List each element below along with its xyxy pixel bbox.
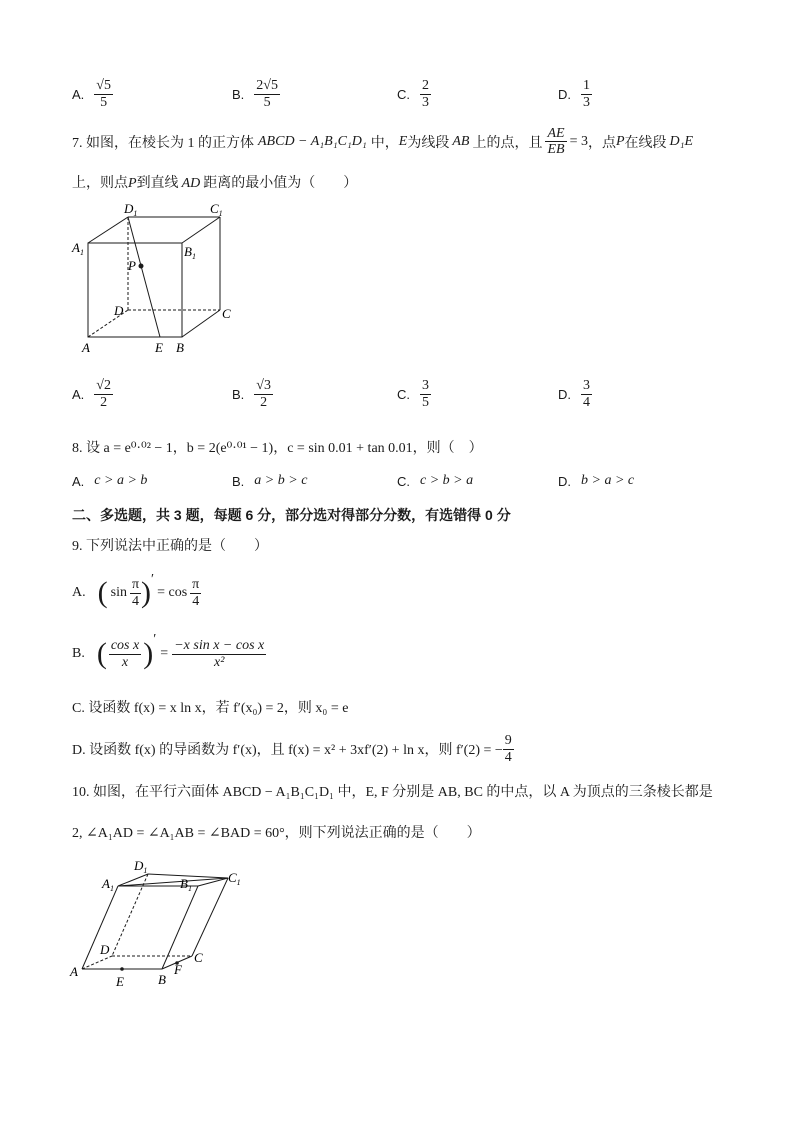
- denominator: 4: [583, 394, 590, 410]
- q8-option-a: [72, 463, 147, 499]
- label-b1: $B_1$: [184, 244, 196, 261]
- q7-cube-name: ABCD − A₁B₁C₁D₁: [258, 133, 367, 149]
- option-text: D. 设函数 f(x) 的导函数为 f′(x)，且 f(x) = x² + 3xf′(2) + ln x，则 f′(2) = −: [72, 743, 503, 758]
- q7-point-p: P: [615, 133, 625, 149]
- label-c: C: [222, 306, 231, 321]
- q9-option-d: [72, 728, 514, 770]
- q7-text: 中，: [370, 135, 399, 151]
- option-label: A.: [72, 585, 86, 600]
- q7-text: 上，则点: [72, 176, 128, 191]
- q7-text: 在线段: [624, 135, 667, 151]
- paren-close: ): [143, 637, 154, 670]
- option-label: A.: [72, 473, 85, 489]
- label-e: E: [155, 340, 163, 355]
- label-d1: $D_1$: [134, 858, 148, 875]
- label-c1: $C_1$: [228, 870, 241, 887]
- numerator: 3: [583, 378, 590, 394]
- option-label: C.: [397, 386, 410, 402]
- paren-close: ): [141, 576, 152, 609]
- option-text: a > b > c: [254, 473, 308, 488]
- label-a1: $A_1$: [72, 240, 84, 257]
- fraction: [94, 78, 113, 110]
- q10-line-2: 2, ∠A₁AD = ∠A₁AB = ∠BAD = 60°，则下列说法正确的是（ ）: [72, 826, 481, 841]
- q7-option-b: [232, 372, 273, 416]
- q7-cube-figure: [70, 200, 250, 360]
- option-label: D.: [558, 386, 571, 402]
- label-a1: $A_1$: [102, 876, 114, 893]
- q7-point-p: P: [128, 176, 137, 191]
- q8-options: [72, 463, 732, 499]
- q6-option-c: [397, 72, 431, 116]
- q8-option-b: [232, 463, 307, 499]
- numerator: 2√5: [256, 78, 278, 94]
- option-label: C.: [397, 473, 410, 489]
- option-label: B.: [232, 386, 245, 402]
- option-label: B.: [72, 646, 85, 661]
- label-e: E: [116, 974, 124, 989]
- denominator: 5: [100, 94, 108, 110]
- edge-bb1: [162, 886, 198, 969]
- q9-option-a: [72, 570, 201, 616]
- label-c: C: [194, 950, 203, 965]
- numerator: π: [131, 577, 140, 593]
- q7-text: 为线段: [407, 135, 450, 151]
- q10-parallelepiped-figure: [68, 856, 258, 996]
- q7-ratio-value: = 3: [569, 133, 588, 149]
- denominator: 3: [422, 94, 429, 110]
- denominator: 5: [422, 394, 429, 410]
- fraction: [581, 78, 592, 110]
- section-2-heading: 二、多选题，共 3 题，每题 6 分，部分选对得部分分数，有选错得 0 分: [72, 507, 511, 523]
- fraction: [581, 378, 592, 410]
- option-label: A.: [72, 86, 85, 102]
- q7-option-a: [72, 372, 113, 416]
- denominator: EB: [547, 142, 565, 158]
- option-label: D.: [558, 86, 571, 102]
- cosx-over-x: [109, 638, 141, 670]
- denominator: x²: [214, 654, 225, 670]
- point-e-dot: [120, 967, 124, 971]
- pi-over-4: [130, 577, 141, 609]
- denominator: 4: [504, 749, 512, 765]
- q7-line-1: [72, 126, 693, 158]
- option-label: B.: [232, 86, 245, 102]
- denominator: 2: [100, 394, 108, 410]
- q7-options: [72, 372, 732, 416]
- q7-option-d: [558, 372, 592, 416]
- q7-line-ad: AD: [181, 176, 201, 191]
- option-label: C.: [397, 86, 410, 102]
- q9-stem: 9. 下列说法中正确的是（ ）: [72, 539, 268, 554]
- edge-a1d1: [88, 217, 128, 243]
- q9-option-b: [72, 630, 266, 678]
- prime-mark: ′: [153, 632, 157, 647]
- numerator: AE: [547, 126, 565, 141]
- numerator: −x sin x − cos x: [174, 638, 265, 654]
- label-d1: $D_1$: [124, 201, 138, 218]
- numerator: √3: [256, 378, 271, 394]
- label-p: P: [128, 258, 136, 273]
- edge-b1c1: [182, 217, 220, 243]
- numerator: cos x: [110, 638, 140, 654]
- option-text: b > a > c: [581, 473, 635, 488]
- option-text: c > a > b: [94, 473, 148, 488]
- q8-option-d: [558, 463, 634, 499]
- sin-text: sin: [110, 585, 127, 600]
- q7-text: 7. 如图，在棱长为 1 的正方体: [72, 135, 254, 151]
- label-b1: $B_1$: [180, 876, 192, 893]
- q7-option-c: [397, 372, 431, 416]
- fraction: [254, 78, 280, 110]
- q6-options: [72, 72, 732, 116]
- q7-text: 上的点，且: [472, 135, 543, 151]
- label-a: A: [70, 964, 78, 979]
- option-text: c > b > a: [420, 473, 474, 488]
- q7-segment-ab: AB: [452, 133, 470, 149]
- fraction: [420, 78, 431, 110]
- label-a: A: [82, 340, 90, 355]
- derivative-result: [172, 638, 266, 670]
- q8-stem: 8. 设 a = e⁰·⁰² − 1，b = 2(e⁰·⁰¹ − 1)，c = sin 0.01 + tan 0.01，则（ ）: [72, 441, 483, 456]
- denominator: x: [121, 654, 129, 670]
- prime-mark: ′: [151, 572, 155, 587]
- fraction: [420, 378, 431, 410]
- fraction: [254, 378, 273, 410]
- point-p-dot: [139, 264, 144, 269]
- equals-sign: =: [160, 646, 169, 661]
- denominator: 4: [192, 593, 200, 609]
- edge-cc1: [192, 878, 228, 956]
- segment-d1e: [128, 217, 160, 337]
- numerator: π: [192, 577, 200, 593]
- label-d: D: [114, 303, 124, 318]
- denominator: 3: [583, 94, 590, 110]
- equals-cos: = cos: [157, 585, 188, 600]
- nine-over-four: [503, 733, 514, 765]
- option-label: D.: [558, 473, 571, 489]
- denominator: 4: [132, 593, 139, 609]
- q7-ratio-fraction: [545, 126, 566, 158]
- label-c1: $C_1$: [210, 201, 223, 218]
- numerator: √2: [96, 378, 111, 394]
- q8-option-c: [397, 463, 473, 499]
- label-d: D: [100, 942, 110, 957]
- label-b: B: [158, 972, 166, 987]
- denominator: 5: [263, 94, 271, 110]
- paren-open: (: [97, 576, 108, 609]
- numerator: √5: [96, 78, 111, 94]
- numerator: 3: [422, 378, 429, 394]
- label-f: F: [174, 962, 182, 977]
- q7-text: 到直线: [136, 176, 179, 191]
- q6-option-b: [232, 72, 280, 116]
- label-b: B: [176, 340, 184, 355]
- q9-option-c: C. 设函数 f(x) = x ln x，若 f′(x₀) = 2，则 x₀ = e: [72, 701, 349, 716]
- q7-segment-d1e: D₁E: [669, 133, 694, 149]
- q7-line-2: [72, 172, 357, 192]
- denominator: 2: [260, 394, 268, 410]
- q7-point-e: E: [398, 133, 408, 149]
- numerator: 9: [504, 733, 512, 749]
- numerator: 2: [422, 78, 429, 94]
- numerator: 1: [583, 78, 590, 94]
- q10-line-1: 10. 如图，在平行六面体 ABCD − A₁B₁C₁D₁ 中，E, F 分别是 AB, BC 的中点，以 A 为顶点的三条棱长都是: [72, 785, 713, 800]
- q6-option-a: [72, 72, 113, 116]
- q6-option-d: [558, 72, 592, 116]
- pi-over-4: [190, 577, 201, 609]
- q7-text: ，点: [587, 135, 616, 151]
- q7-text: 距离的最小值为（ ）: [203, 176, 358, 191]
- edge-d1c1: [148, 874, 228, 878]
- fraction: [94, 378, 113, 410]
- option-label: B.: [232, 473, 245, 489]
- edge-bc: [182, 310, 220, 337]
- paren-open: (: [96, 637, 107, 670]
- option-label: A.: [72, 386, 85, 402]
